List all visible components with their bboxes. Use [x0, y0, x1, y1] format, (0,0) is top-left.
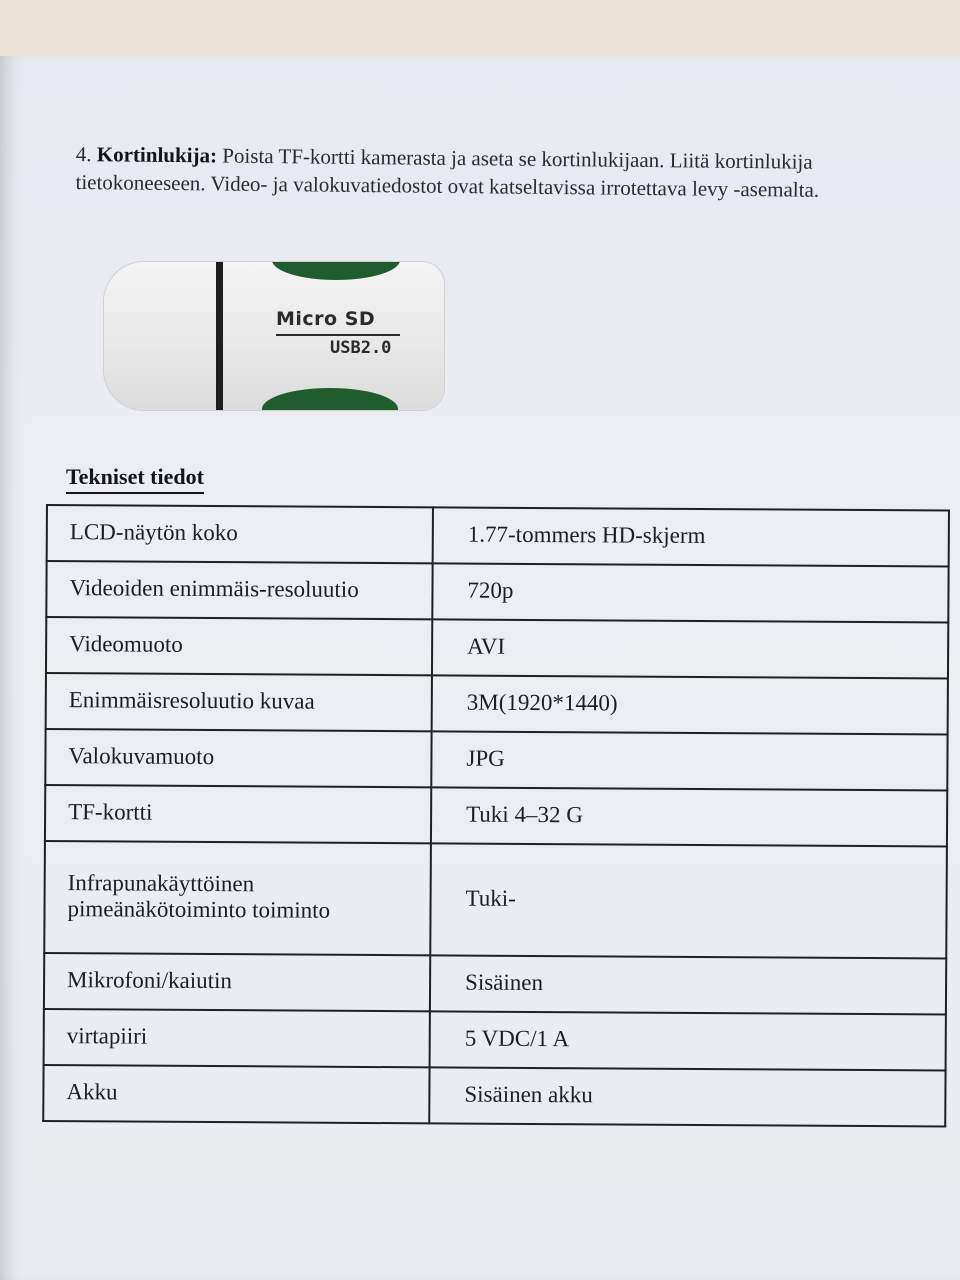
micro-sd-logo: Micro SD — [276, 308, 376, 330]
spec-value: 3M(1920*1440) — [432, 675, 948, 734]
table-row — [43, 1065, 945, 1127]
table-row — [46, 617, 948, 679]
table-row — [46, 561, 948, 623]
spec-value: Sisäinen — [430, 955, 946, 1014]
spec-value: Tuki- — [430, 843, 947, 958]
usb-label: USB2.0 — [330, 338, 392, 358]
spec-value: JPG — [431, 731, 947, 790]
spec-value: 5 VDC/1 A — [430, 1011, 946, 1070]
table-row — [46, 673, 948, 735]
spec-label: Mikrofoni/kaiutin — [44, 953, 430, 1011]
spec-value: Tuki 4–32 G — [431, 787, 947, 846]
spec-label: TF-kortti — [45, 785, 431, 843]
instruction-text: Poista TF-kortti kamerasta ja aseta se kortinlukijaan. Liitä kortinlukija tietokoneeseen. Video- ja valokuvatiedostot ovat katseltavissa irrotettava levy -asemalta. — [75, 143, 820, 202]
instruction-number: 4. — [75, 141, 92, 167]
section-title: Tekniset tiedot — [66, 464, 204, 494]
logo-underline — [276, 334, 400, 336]
spec-label: Valokuvamuoto — [45, 729, 431, 787]
spec-value: 1.77-tommers HD-skjerm — [433, 507, 949, 566]
spec-label: Videoiden enimmäis-resoluutio — [46, 561, 432, 619]
reader-green-top — [272, 262, 400, 280]
reader-green-bottom — [262, 388, 398, 410]
table-row — [45, 729, 947, 791]
instruction-paragraph — [75, 140, 856, 204]
spec-label: Infrapunakäyttöinen pimeänäkötoiminto toiminto — [44, 841, 431, 955]
table-row — [44, 1009, 946, 1071]
spec-label: Videomuoto — [46, 617, 432, 675]
spec-table — [42, 504, 950, 1128]
spec-value: AVI — [432, 619, 948, 678]
spec-label: Akku — [43, 1065, 429, 1123]
card-reader-image — [104, 262, 444, 410]
table-row — [44, 841, 947, 959]
table-row — [45, 785, 947, 847]
spec-label: virtapiiri — [44, 1009, 430, 1067]
spec-value: 720p — [432, 563, 948, 622]
spec-label: Enimmäisresoluutio kuvaa — [46, 673, 432, 731]
spec-label: LCD-näytön koko — [47, 505, 433, 563]
table-row — [47, 505, 949, 567]
reader-stripe — [216, 262, 223, 410]
table-row — [44, 953, 946, 1015]
spec-value: Sisäinen akku — [429, 1067, 945, 1126]
instruction-heading: Kortinlukija: — [96, 142, 218, 168]
